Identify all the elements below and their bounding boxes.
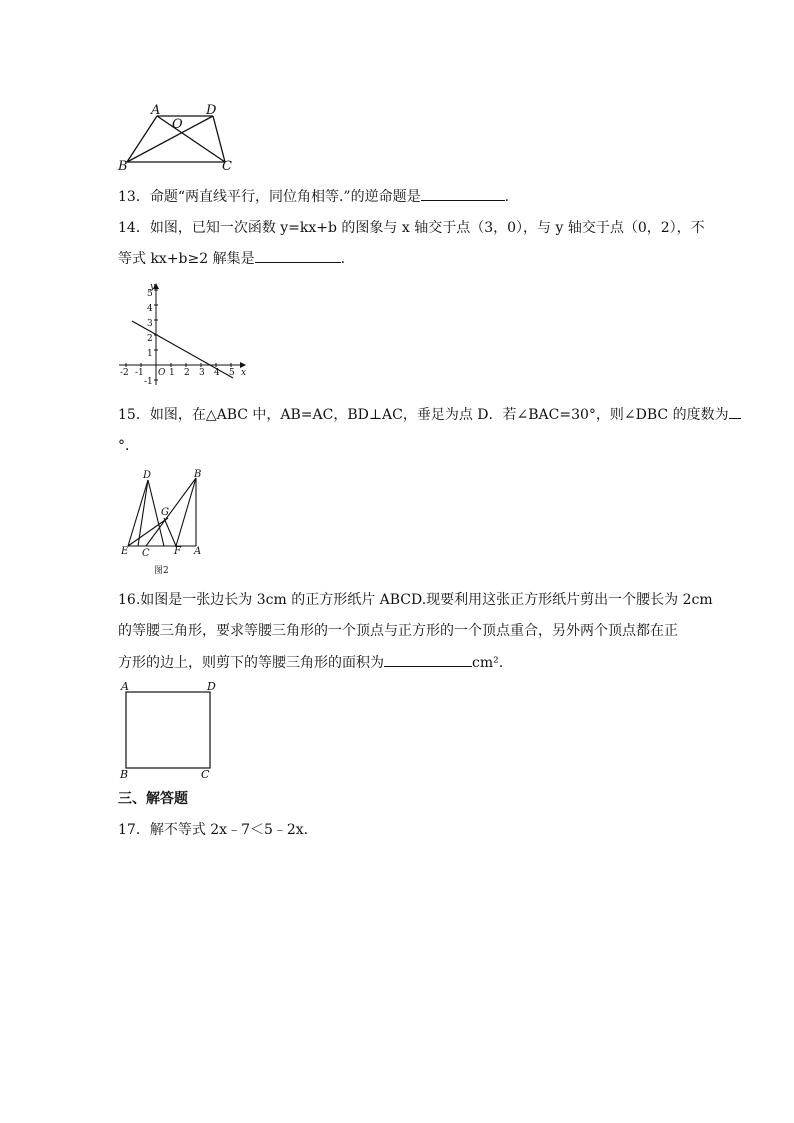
figure-caption: 图2 [154,566,169,576]
y-tick-3: 3 [147,319,153,329]
answer-blank-13[interactable] [421,186,505,201]
y-tick-2: 2 [147,334,153,344]
label-d: D [143,470,152,481]
origin-label: O [158,368,166,378]
label-g: G [161,507,169,518]
x-tick-neg2: -2 [120,368,129,378]
label-d: D [207,680,216,693]
question-16-line-3: 方形的边上，则剪下的等腰三角形的面积为 cm². [118,652,503,673]
x-tick-1: 1 [169,368,175,378]
answer-blank-14[interactable] [255,248,341,263]
question-13: 13．命题“两直线平行，同位角相等.”的逆命题是 . [118,186,509,207]
label-a: A [151,103,161,118]
y-tick-1: 1 [147,349,153,359]
question-17: 17．解不等式 2x﹣7＜5﹣2x． [118,822,318,838]
label-b: B [118,159,128,174]
answer-blank-15[interactable] [729,404,741,419]
label-c: C [142,548,150,559]
question-16-line-2: 的等腰三角形，要求等腰三角形的一个顶点与正方形的一个顶点重合，另外两个顶点都在正 [118,623,678,639]
question-14-line-1: 14．如图，已知一次函数 y=kx+b 的图象与 x 轴交于点（3，0），与 y 轴交于点（0，2），不 [118,220,705,236]
coordinate-graph [115,280,255,390]
question-13-text: 13．命题“两直线平行，同位角相等.”的逆命题是 [118,189,421,205]
trapezoid-figure [115,100,240,172]
square-figure [116,680,221,780]
label-c: C [222,159,232,174]
x-tick-5: 5 [229,368,235,378]
y-tick-5: 5 [147,289,153,299]
label-a: A [121,680,129,693]
label-o: O [172,117,183,132]
answer-blank-16[interactable] [384,652,472,667]
y-tick-4: 4 [147,304,153,314]
label-b: B [120,768,129,781]
question-14-line-2: 等式 kx+b≥2 解集是 . [118,248,345,269]
x-tick-4: 4 [214,368,220,378]
x-tick-3: 3 [199,368,205,378]
x-tick-neg1: -1 [135,368,144,378]
label-b: B [194,469,202,480]
triangle-figure-2 [118,466,208,578]
question-15-line-1: 15．如图，在△ABC 中，AB=AC，BD⊥AC，垂足为点 D．若∠BAC=30°，则∠DBC 的度数为 [118,404,741,425]
label-a: A [194,546,202,557]
y-tick-neg1: -1 [144,377,153,387]
label-d: D [206,103,217,118]
question-16-line-1: 16.如图是一张边长为 3cm 的正方形纸片 ABCD.现要利用这张正方形纸片剪出一个腰长为 2cm [118,592,713,608]
y-axis-label: y [150,282,156,292]
label-f: F [174,546,181,557]
label-e: E [121,546,129,557]
x-axis-label: x [241,368,247,378]
x-tick-2: 2 [184,368,190,378]
square-abcd [126,692,210,768]
label-c: C [201,768,210,781]
section-heading: 三、解答题 [118,791,188,807]
question-15-line-2: °． [118,438,139,454]
